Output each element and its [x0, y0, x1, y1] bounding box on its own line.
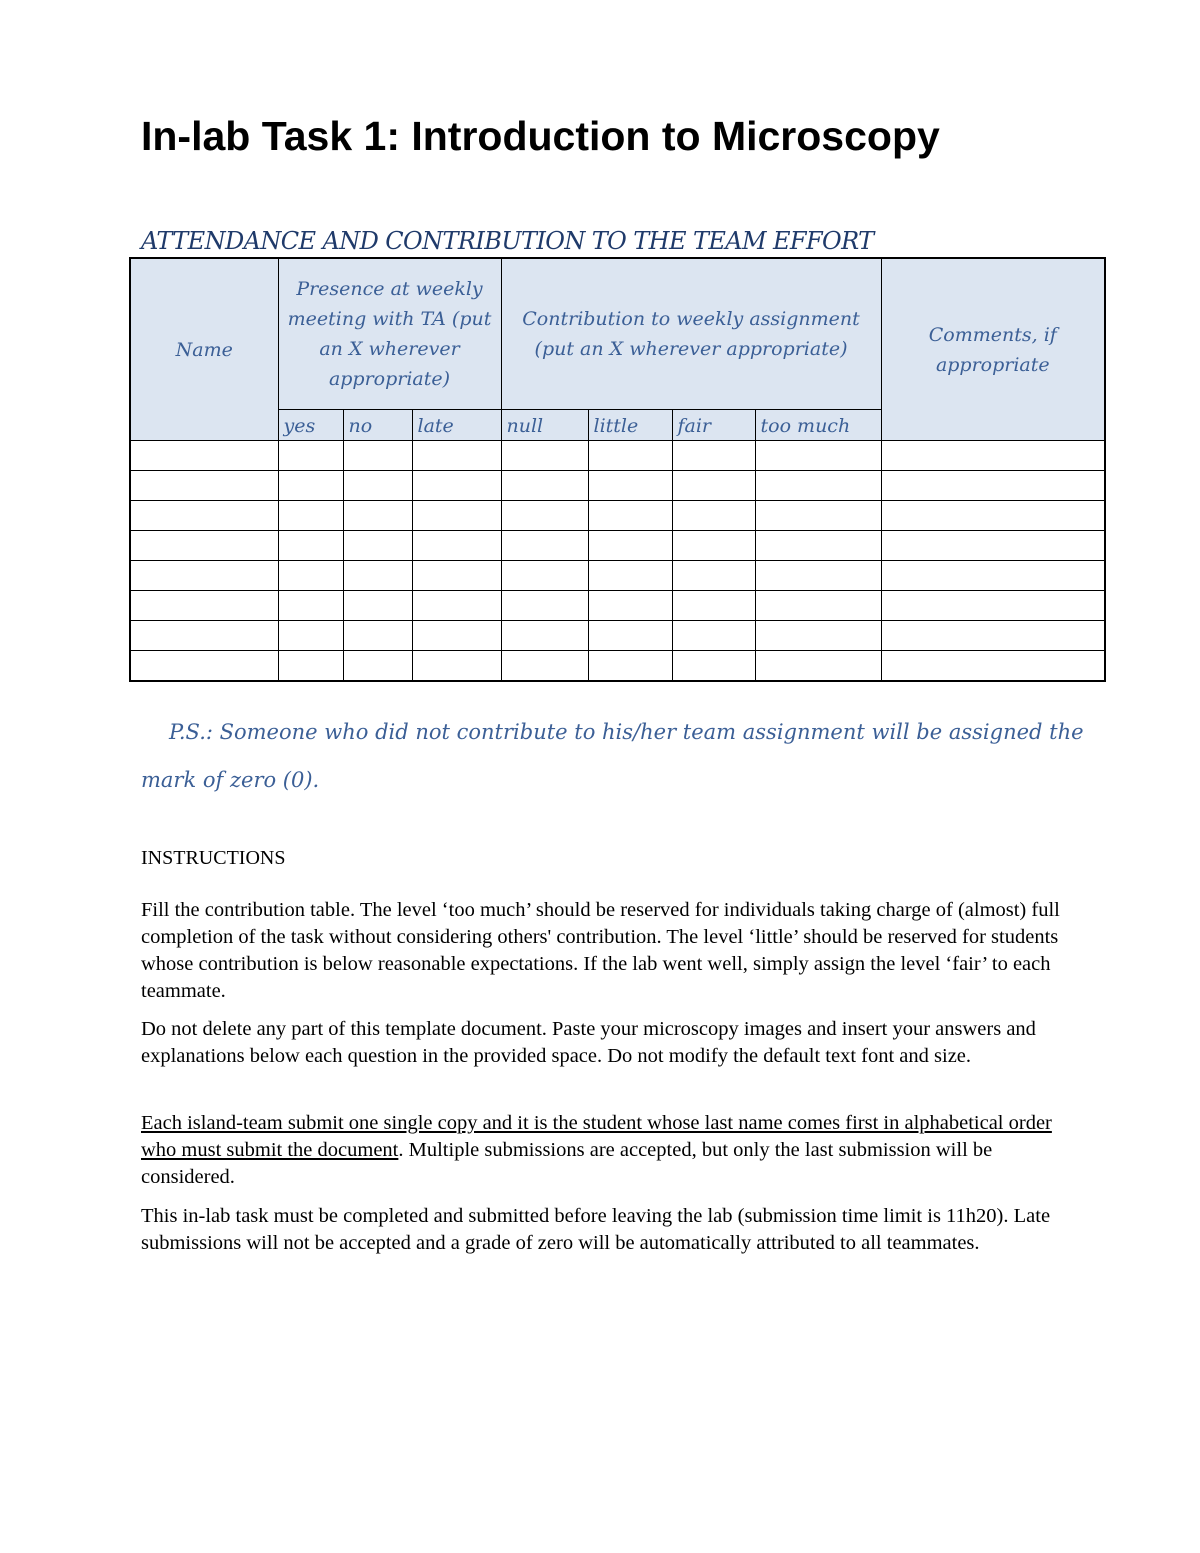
table-cell-little[interactable]: [588, 591, 672, 621]
table-cell-null[interactable]: [501, 591, 588, 621]
header-contribution-null: null: [501, 410, 588, 441]
table-row: [130, 621, 1105, 651]
table-cell-null[interactable]: [501, 501, 588, 531]
instructions-paragraph-1: Fill the contribution table. The level ‘too much’ should be reserved for individuals taking charge of (almost) full completion of the task without considering others' contribution. The level ‘little’ should be reserved for students whose contribution is below reasonable expectations. If the lab went well, simply assign the level ‘fair’ to each teammate.: [141, 899, 1060, 1002]
table-cell-too-much[interactable]: [755, 621, 881, 651]
table-cell-no[interactable]: [343, 441, 412, 471]
header-comments: Comments, if appropriate: [881, 258, 1105, 441]
table-cell-too-much[interactable]: [755, 441, 881, 471]
table-cell-comments[interactable]: [881, 441, 1105, 471]
table-cell-no[interactable]: [343, 651, 412, 682]
header-contribution-fair: fair: [672, 410, 755, 441]
table-cell-fair[interactable]: [672, 441, 755, 471]
table-cell-late[interactable]: [412, 441, 501, 471]
table-cell-fair[interactable]: [672, 561, 755, 591]
table-cell-late[interactable]: [412, 591, 501, 621]
table-cell-name[interactable]: [130, 441, 278, 471]
table-row: [130, 441, 1105, 471]
table-cell-name[interactable]: [130, 621, 278, 651]
table-cell-no[interactable]: [343, 501, 412, 531]
table-cell-little[interactable]: [588, 651, 672, 682]
table-cell-fair[interactable]: [672, 531, 755, 561]
table-cell-yes[interactable]: [278, 561, 343, 591]
header-contribution: Contribution to weekly assignment (put an X wherever appropriate): [501, 258, 881, 410]
table-cell-null[interactable]: [501, 471, 588, 501]
table-cell-late[interactable]: [412, 501, 501, 531]
table-cell-comments[interactable]: [881, 471, 1105, 501]
table-cell-too-much[interactable]: [755, 501, 881, 531]
table-cell-null[interactable]: [501, 441, 588, 471]
table-cell-yes[interactable]: [278, 621, 343, 651]
table-cell-yes[interactable]: [278, 471, 343, 501]
table-cell-null[interactable]: [501, 561, 588, 591]
table-cell-yes[interactable]: [278, 531, 343, 561]
table-cell-too-much[interactable]: [755, 591, 881, 621]
instructions-paragraph-4: This in-lab task must be completed and submitted before leaving the lab (submission time limit is 11h20). Late submissions will not be accepted and a grade of zero will be automatically attributed to all teammates.: [141, 1205, 1051, 1254]
table-cell-name[interactable]: [130, 561, 278, 591]
table-cell-fair[interactable]: [672, 501, 755, 531]
header-contribution-little: little: [588, 410, 672, 441]
header-contribution-too-much: too much: [755, 410, 881, 441]
instructions-heading: INSTRUCTIONS: [141, 847, 286, 869]
table-cell-no[interactable]: [343, 591, 412, 621]
table-cell-late[interactable]: [412, 471, 501, 501]
table-cell-name[interactable]: [130, 591, 278, 621]
table-cell-comments[interactable]: [881, 531, 1105, 561]
table-cell-too-much[interactable]: [755, 531, 881, 561]
submission-rule-underlined: Each island-team submit one single copy and it is the student whose last name comes first in alphabetical order who must submit the document: [141, 1112, 1052, 1161]
table-cell-name[interactable]: [130, 651, 278, 682]
table-cell-little[interactable]: [588, 501, 672, 531]
header-presence-no: no: [343, 410, 412, 441]
table-row: [130, 561, 1105, 591]
table-cell-too-much[interactable]: [755, 561, 881, 591]
table-cell-little[interactable]: [588, 531, 672, 561]
table-cell-comments[interactable]: [881, 651, 1105, 682]
submission-rule-rest: . Multiple submissions are accepted, but only the last submission will be considered.: [141, 1139, 993, 1188]
table-cell-yes[interactable]: [278, 501, 343, 531]
table-cell-late[interactable]: [412, 561, 501, 591]
page-title: In-lab Task 1: Introduction to Microscopy: [141, 113, 940, 159]
table-cell-no[interactable]: [343, 531, 412, 561]
table-cell-little[interactable]: [588, 471, 672, 501]
table-cell-comments[interactable]: [881, 561, 1105, 591]
ps-note: P.S.: Someone who did not contribute to his/her team assignment will be assigned the mark of zero (0).: [141, 720, 1084, 792]
header-presence: Presence at weekly meeting with TA (put an X wherever appropriate): [278, 258, 501, 410]
contribution-table: [129, 257, 1106, 682]
table-cell-little[interactable]: [588, 441, 672, 471]
table-cell-null[interactable]: [501, 531, 588, 561]
header-presence-late: late: [412, 410, 501, 441]
table-cell-too-much[interactable]: [755, 471, 881, 501]
table-cell-fair[interactable]: [672, 471, 755, 501]
table-cell-null[interactable]: [501, 651, 588, 682]
table-cell-no[interactable]: [343, 621, 412, 651]
table-cell-little[interactable]: [588, 621, 672, 651]
table-row: [130, 471, 1105, 501]
header-name: Name: [130, 258, 278, 441]
table-cell-too-much[interactable]: [755, 651, 881, 682]
header-presence-yes: yes: [278, 410, 343, 441]
table-cell-fair[interactable]: [672, 621, 755, 651]
table-row: [130, 531, 1105, 561]
table-cell-null[interactable]: [501, 621, 588, 651]
table-cell-late[interactable]: [412, 621, 501, 651]
table-cell-yes[interactable]: [278, 441, 343, 471]
section-heading: ATTENDANCE AND CONTRIBUTION TO THE TEAM EFFORT: [141, 227, 874, 255]
table-cell-late[interactable]: [412, 651, 501, 682]
table-cell-late[interactable]: [412, 531, 501, 561]
instructions-paragraph-3: [141, 1110, 1061, 1191]
table-cell-comments[interactable]: [881, 501, 1105, 531]
table-cell-name[interactable]: [130, 531, 278, 561]
table-cell-name[interactable]: [130, 501, 278, 531]
table-row: [130, 591, 1105, 621]
table-cell-fair[interactable]: [672, 591, 755, 621]
table-cell-little[interactable]: [588, 561, 672, 591]
table-cell-fair[interactable]: [672, 651, 755, 682]
table-cell-no[interactable]: [343, 471, 412, 501]
table-cell-name[interactable]: [130, 471, 278, 501]
table-cell-comments[interactable]: [881, 621, 1105, 651]
table-cell-comments[interactable]: [881, 591, 1105, 621]
table-cell-yes[interactable]: [278, 591, 343, 621]
table-cell-no[interactable]: [343, 561, 412, 591]
table-row: [130, 501, 1105, 531]
table-body: [130, 441, 1105, 682]
instructions-paragraph-2: Do not delete any part of this template document. Paste your microscopy images and insert your answers and explanations below each question in the provided space. Do not modify the default text font and size.: [141, 1018, 1036, 1067]
table-row: [130, 651, 1105, 682]
table-cell-yes[interactable]: [278, 651, 343, 682]
